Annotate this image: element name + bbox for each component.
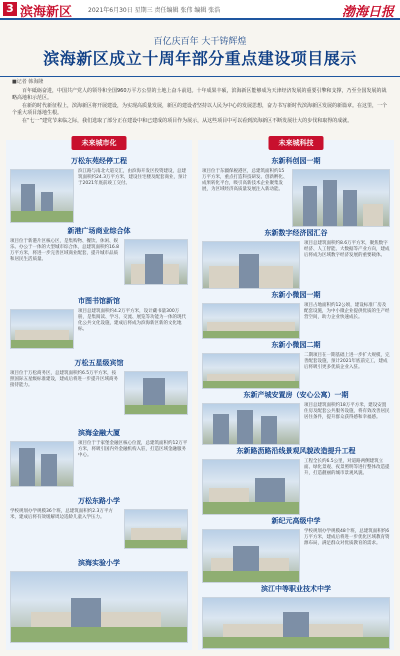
project-description: 项目总建筑面积约18万平方米，建设安置住房及配套公共服务设施，将有效改善居民居住条件，提升群众获得感和幸福感。 xyxy=(304,403,390,420)
project-photo xyxy=(202,403,300,445)
intro-paragraph: 在新的时代新征程上，滨海新区将开展建设，为实现高质量发展，新区的建设者坚持以人民为中心的发展思想，奋力书写新时代滨海新区发展的新篇章。在这里，一个个重大项目落地生根。 xyxy=(12,103,388,116)
project-title: 东新小微园一期 xyxy=(271,291,321,299)
project-photo xyxy=(202,241,300,289)
project-card xyxy=(202,340,390,389)
project-card xyxy=(10,358,188,415)
project-title: 东新路沥路沿线景观风貌改造提升工程 xyxy=(236,447,356,455)
project-photo xyxy=(10,169,74,223)
project-photo xyxy=(10,309,74,349)
project-title: 东新产城安置房（安心公寓）一期 xyxy=(243,391,349,399)
section-name: 滨海新区 xyxy=(20,5,73,20)
project-title: 滨江中等职业技术中学 xyxy=(261,585,331,593)
project-card xyxy=(10,156,188,223)
project-card xyxy=(10,428,188,487)
project-card xyxy=(10,496,188,549)
project-photo xyxy=(124,239,188,285)
project-card xyxy=(202,228,390,289)
project-card xyxy=(202,516,390,583)
date-line: 2021年6月30日 星期三 责任编辑 张伟 编辑 张浩 xyxy=(88,7,221,14)
newspaper-logo: 渤海日报 xyxy=(341,5,394,20)
project-card xyxy=(202,156,390,227)
page-subtitle: 百亿庆百年 大干铸辉煌 xyxy=(153,37,247,47)
byline: ■记者 韩海隆 xyxy=(12,79,44,85)
project-description: 项目占地面积约12公顷，建设标准厂房及配套设施，为中小微企业提供优质的生产经营空间，助力企业快速成长。 xyxy=(304,303,390,320)
intro-paragraph: 在“七一”建党节来临之际，我们选取了部分正在建设中和已建成的项目作为展示，从这些项目中可以看到滨海新区不断发展壮大的步伐和取得的成就。 xyxy=(22,118,353,124)
project-title: 滨海实验小学 xyxy=(78,559,120,567)
project-description: 滨江路与南北大道交汇，由滨海开发区投资建设，总建筑面积约24.3万平方米，建设住宅楼及配套商业，预计于2021年底前竣工交付。 xyxy=(78,169,188,186)
project-title: 万松东路小学 xyxy=(78,497,120,505)
project-photo xyxy=(202,597,390,649)
project-photo xyxy=(124,509,188,549)
project-description: 项目总建筑面积约8.6万平方米，聚焦数字经济、人工智能、大数据等产业方向，建成后将成为区域数字经济发展的重要载体。 xyxy=(304,241,390,258)
project-description: 学校规划办学规模48个班，总建筑面积约6万平方米，建成后将进一步优化区域教育资源布局，满足群众对优质教育的需求。 xyxy=(304,529,390,546)
project-photo xyxy=(10,441,74,487)
project-title: 新港广场商业综合体 xyxy=(67,227,131,235)
project-title: 滨海金融大厦 xyxy=(78,429,120,437)
project-card xyxy=(202,446,390,515)
project-photo xyxy=(202,303,300,339)
column-header: 未来城市化 xyxy=(72,136,127,150)
page-title: 滨海新区成立十周年部分重点建设项目展示 xyxy=(43,49,357,68)
project-description: 工程全长约6.5公里，对道路两侧建筑立面、绿化景观、夜景照明等进行整体改造提升，打造靓丽的城市景观风貌。 xyxy=(304,459,390,476)
project-photo xyxy=(124,371,188,415)
project-card xyxy=(10,296,188,349)
left-column xyxy=(6,140,192,650)
project-photo xyxy=(202,353,300,389)
project-card xyxy=(202,290,390,339)
page-number-badge: 3 xyxy=(3,2,17,16)
project-card xyxy=(202,390,390,445)
project-card xyxy=(202,584,390,649)
project-description: 二期项目在一期基础上进一步扩大规模，完善配套设施，预计2021年底前完工，建成后将吸引更多优质企业入驻。 xyxy=(304,353,390,370)
project-title: 市图书馆新馆 xyxy=(78,297,120,305)
project-card xyxy=(10,558,188,643)
project-photo xyxy=(202,459,300,515)
project-title: 东新小微园二期 xyxy=(271,341,321,349)
column-header: 未来城科技 xyxy=(269,136,324,150)
project-title: 万松五星级宾馆 xyxy=(74,359,124,367)
project-description: 项目总建筑面积约4.2万平方米，设计藏书量300万册，是集阅读、学习、交流、展览等功能为一体的现代化公共文化设施，建成后将成为滨海新区新的文化地标。 xyxy=(78,309,186,332)
project-photo xyxy=(202,529,300,583)
project-description: 项目位于万松商务区，总建筑面积约6.5万平方米，按照国际五星级标准建设，建成后将进一步提升区域商务接待能力。 xyxy=(10,371,118,388)
divider xyxy=(0,76,400,77)
intro-paragraph: 百年砥砺奋进，中国共产党人的领导和全国960万平方公里的土地上奋斗前进。十年成果丰硕，滨海新区能够成为天津经济发展的重要引擎和支撑，乃至全国发展的战略高地和示范区。 xyxy=(12,88,387,101)
project-photo xyxy=(10,571,188,643)
project-title: 万松东苑经停工程 xyxy=(71,157,127,165)
project-description: 项目位于于家堡金融区核心位置，总建筑面积约12万平方米，将吸引国内外金融机构入驻，打造区域金融服务中心。 xyxy=(78,441,188,458)
project-description: 项目位于东疆保税港区，总建筑面积约15万平方米，重点打造科技研发、创新孵化、成果转化平台，吸引高新技术企业聚集发展，为区域经济高质量发展注入新动能。 xyxy=(202,169,288,192)
right-column xyxy=(198,140,394,650)
project-title: 东新数字经济园汇谷 xyxy=(264,229,328,237)
project-title: 新纪元高级中学 xyxy=(271,517,321,525)
intro-text xyxy=(12,88,388,126)
project-description: 项目位于新港片区核心区，是集购物、餐饮、休闲、娱乐、办公于一体的大型城市综合体，总建筑面积约16.8万平方米，将进一步完善区域商业配套，提升城市品质和居民生活质量。 xyxy=(10,239,120,262)
project-description: 学校规划办学规模36个班，总建筑面积约2.3万平方米，建成后将有效缓解周边适龄儿童入学压力。 xyxy=(10,509,113,520)
project-title: 东新科创园一期 xyxy=(271,157,321,165)
project-card xyxy=(10,226,188,285)
project-photo xyxy=(292,169,390,227)
page-header xyxy=(0,0,400,20)
